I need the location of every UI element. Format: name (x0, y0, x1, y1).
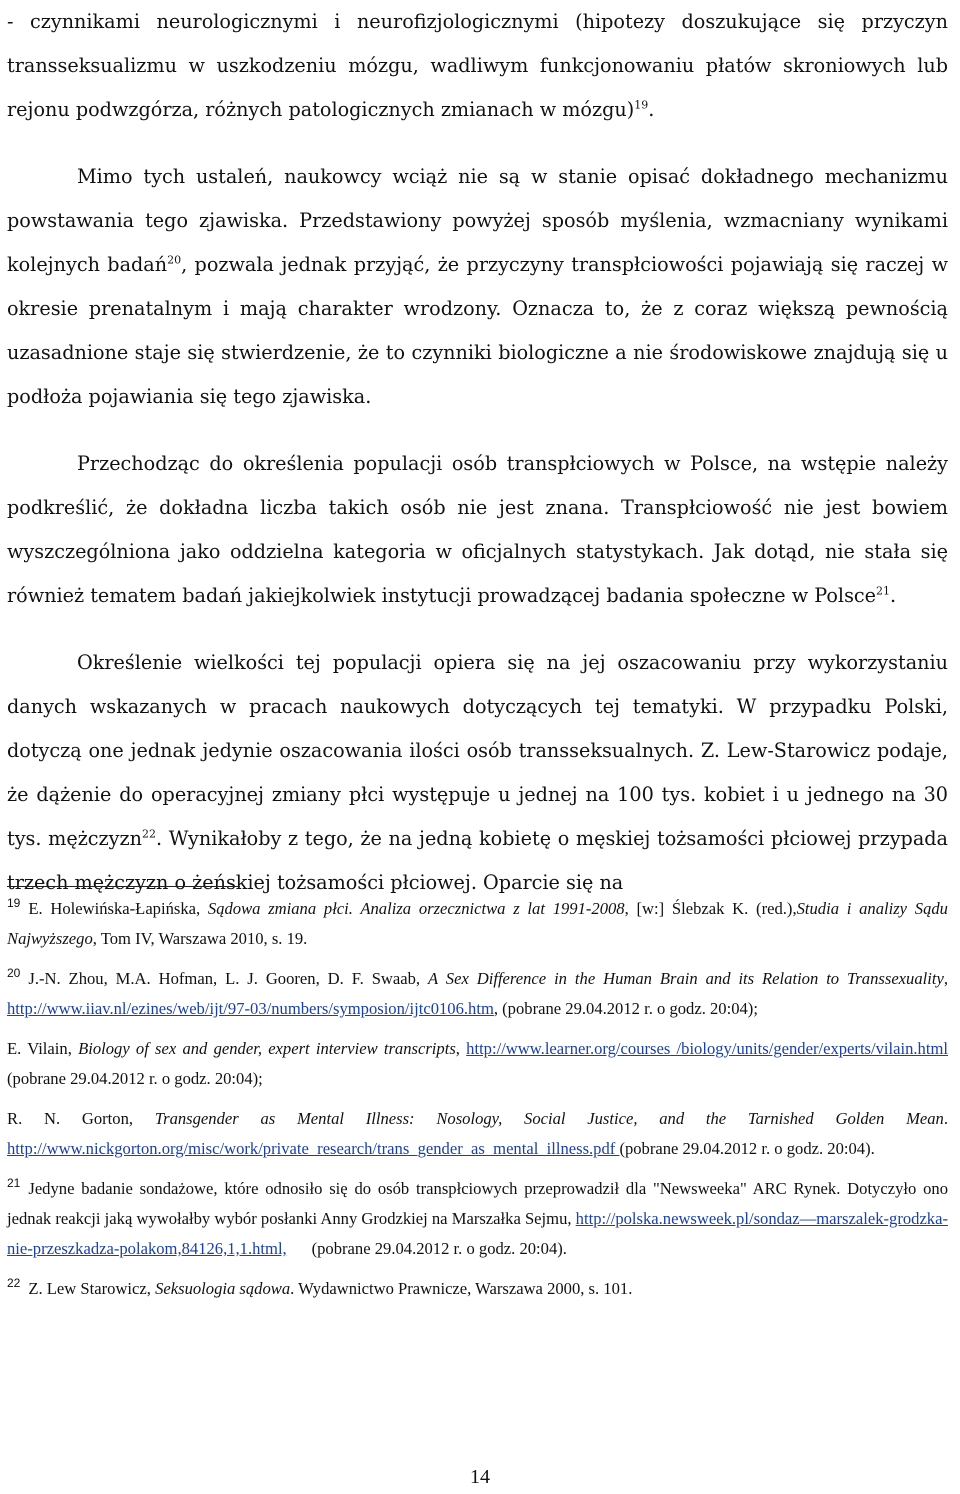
footnote-title: Transgender as Mental Illness: Nosology, Social Justice, and the Tarnished Golden Mean (154, 1109, 944, 1128)
footnote-text: R. N. Gorton, (7, 1109, 155, 1128)
paragraph-text: - czynnikami neurologicznymi i neurofizjologicznymi (hipotezy doszukujące się przyczyn transseksualizmu w uszkodzeniu mózgu, wadliwym funkcjonowaniu płatów skroniowych lub rejonu podwzgórza, różnych patologicznych zmianach w mózgu) (7, 10, 948, 121)
footnote-ref-20[interactable]: 20 (167, 253, 182, 267)
footnote-text: , (943, 969, 948, 988)
paragraph-text: , pozwala jednak przyjąć, że przyczyny transpłciowości pojawiają się raczej w okresie prenatalnym i mają charakter wrodzony. Oznacza to, że z coraz większą pewnością uzasadnione staje się stwierdzenie, że to czynniki biologiczne a nie środowiskowe znajdują się u podłoża pojawiania się tego zjawiska. (7, 253, 948, 408)
footnote-link[interactable]: http://www.iiav.nl/ezines/web/ijt/97-03/numbers/symposion/ijtc0106.htm (7, 999, 494, 1018)
paragraph-text: . Wynikałoby z tego, że na jedną kobietę o męskiej tożsamości płciowej przypada trzech mężczyzn o żeńskiej tożsamości płciowej. Oparcie się na (7, 827, 948, 894)
footnote-19 (7, 894, 948, 954)
page-number: 14 (470, 1466, 490, 1488)
footnote-separator (7, 886, 240, 887)
paragraph-1 (7, 0, 948, 132)
footnote-ref-19[interactable]: 19 (634, 98, 649, 112)
footnote-number: 19 (7, 896, 21, 911)
footnote-text: Z. Lew Starowicz, (28, 1279, 156, 1298)
footnote-20-vilain (7, 1034, 948, 1094)
footnote-text: (pobrane 29.04.2012 r. o godz. 20:04); (7, 1069, 263, 1088)
footnote-number: 20 (7, 966, 21, 981)
footnote-ref-21[interactable]: 21 (876, 584, 891, 598)
footnote-link[interactable]: http://www.nickgorton.org/misc/work/private_research/trans_gender_as_mental_illness.pdf (7, 1139, 620, 1158)
paragraph-text: . (890, 584, 897, 607)
footnote-ref-22[interactable]: 22 (141, 827, 156, 841)
footnote-text: (pobrane 29.04.2012 r. o godz. 20:04). (286, 1239, 567, 1258)
footnote-text: , (455, 1039, 467, 1058)
footnote-21 (7, 1174, 948, 1264)
footnote-text: E. Holewińska-Łapińska, (28, 899, 208, 918)
footnote-text: (pobrane 29.04.2012 r. o godz. 20:04). (619, 1139, 875, 1158)
footnote-link[interactable]: http://www.learner.org/courses /biology/units/gender/experts/vilain.html (466, 1039, 948, 1058)
paragraph-4 (7, 641, 948, 905)
paragraph-text: Przechodząc do określenia populacji osób transpłciowych w Polsce, na wstępie należy podkreślić, że dokładna liczba takich osób nie jest znana. Transpłciowość nie jest bowiem wyszczególniona jako oddzielna kategoria w oficjalnych statystykach. Jak dotąd, nie stała się również tematem badań jakiejkolwiek instytucji prowadzącej badania społeczne w Polsce (7, 452, 948, 607)
paragraph-2 (7, 155, 948, 419)
footnote-number: 22 (7, 1276, 21, 1291)
paragraph-text: . (648, 98, 655, 121)
paragraph-text: Mimo tych ustaleń, naukowcy wciąż nie są w stanie opisać dokładnego mechanizmu powstawania tego zjawiska. Przedstawiony powyżej sposób myślenia, wzmacniany wynikami kolejnych badań (7, 165, 948, 276)
footnote-20-gorton (7, 1104, 948, 1164)
footnote-title: Sądowa zmiana płci. Analiza orzecznictwa z lat 1991-2008 (207, 899, 625, 918)
footnote-title: A Sex Difference in the Human Brain and its Relation to Transsexuality (428, 969, 944, 988)
body-text (7, 0, 948, 905)
footnote-text: J.-N. Zhou, M.A. Hofman, L. J. Gooren, D. F. Swaab, (28, 969, 429, 988)
footnote-text: . Wydawnictwo Prawnicze, Warszawa 2000, s. 101. (290, 1279, 633, 1298)
footnote-text: , [w:] Ślebzak K. (red.), (624, 899, 797, 918)
footnote-text: E. Vilain, (7, 1039, 79, 1058)
footnote-title: Biology of sex and gender, expert interview transcripts (78, 1039, 456, 1058)
footnote-20 (7, 964, 948, 1024)
paragraph-3 (7, 442, 948, 618)
footnote-title: Studia i analizy Sądu Najwyższego (7, 899, 948, 948)
footnote-text: . (943, 1109, 949, 1128)
footnote-22 (7, 1274, 948, 1304)
paragraph-text: Określenie wielkości tej populacji opiera się na jej oszacowaniu przy wykorzystaniu danych wskazanych w pracach naukowych dotyczących tej tematyki. W przypadku Polski, dotyczą one jednak jedynie oszacowania ilości osób transseksualnych. Z. Lew-Starowicz podaje, że dążenie do operacyjnej zmiany płci występuje u jednej na 100 tys. kobiet i u jednego na 30 tys. mężczyzn (7, 651, 948, 850)
footnote-title: Seksuologia sądowa (155, 1279, 291, 1298)
footnote-link[interactable]: http://polska.newsweek.pl/sondaz—marszalek-grodzka-nie-przeszkadza-polakom,84126,1,1.html, (7, 1209, 948, 1258)
footnote-text: , (pobrane 29.04.2012 r. o godz. 20:04); (493, 999, 758, 1018)
footnote-number: 21 (7, 1176, 21, 1191)
footnote-text: , Tom IV, Warszawa 2010, s. 19. (92, 929, 308, 948)
footnotes (7, 894, 948, 1314)
footnote-text: Jedyne badanie sondażowe, które odnosiło się do osób transpłciowych przeprowadził dla "Newsweeka" ARC Rynek. Dotyczyło ono jednak reakcji jaką wywołałby wybór posłanki Anny Grodzkiej na Marszałka Sejmu, (7, 1179, 948, 1228)
